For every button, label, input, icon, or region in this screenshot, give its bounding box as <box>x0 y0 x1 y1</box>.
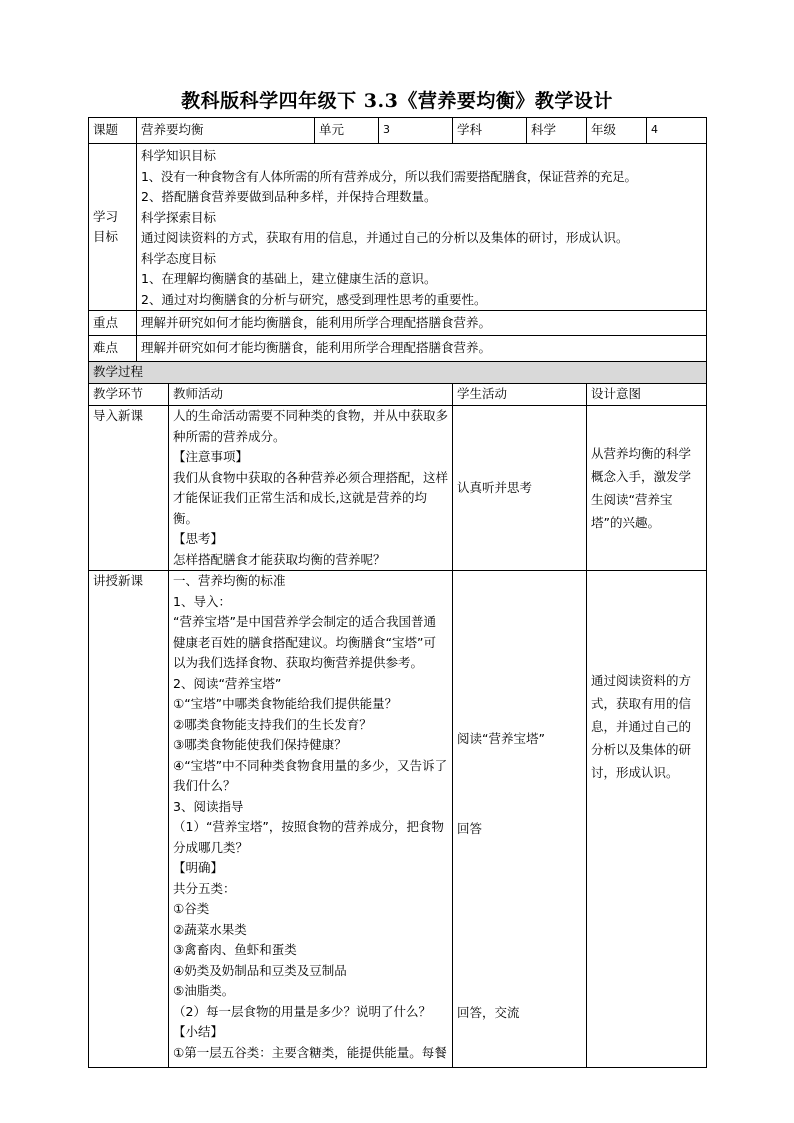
difficulty-row <box>89 336 707 362</box>
lecture-row <box>89 571 707 1068</box>
intro-stage: 导入新课 <box>89 406 169 571</box>
goal-line: 1、在理解均衡膳食的基础上，建立健康生活的意识。 <box>141 271 437 286</box>
intro-teacher: 人的生命活动需要不同种类的食物，并从中获取多种所需的营养成分。 【注意事项】 我们从食物中获取的各种营养必须合理搭配，这样才能保证我们正常生活和成长,这就是营养的均衡。 【思考】 怎样搭配膳食才能获取均衡的营养呢？ <box>169 406 453 571</box>
goal-line: 科学态度目标 <box>141 250 217 266</box>
lesson-plan-table <box>88 117 707 1068</box>
student-activity-read: 阅读“营养宝塔” <box>457 731 545 746</box>
grade-value: 4 <box>647 118 707 144</box>
goal-line: 通过阅读资料的方式，获取有用的信息，并通过自己的分析以及集体的研讨，形成认识。 <box>141 230 629 245</box>
goal-line: 2、搭配膳食营养要做到品种多样，并保持合理数量。 <box>141 189 437 204</box>
goal-line: 1、没有一种食物含有人体所需的所有营养成分，所以我们需要搭配膳食，保证营养的充足。 <box>141 168 637 184</box>
lecture-teacher: 一、营养均衡的标准 1、导入： “营养宝塔”是中国营养学会制定的适合我国普通健康老百姓的膳食搭配建议。均衡膳食“宝塔”可以为我们选择食物、获取均衡营养提供参考。 2、阅读“营养宝塔” ①“宝塔”中哪类食物能给我们提供能量？ ②哪类食物能支持我们的生长发育？ ③哪类食物能使我们保持健康？ ④“宝塔”中不同种类食物食用量的多少，又告诉了我们什么？ 3、阅读指导 （1）“营养宝塔”，按照食物的营养成分，把食物分成哪几类？ 【明确】 共分五类： ①谷类 ②蔬菜水果类 ③禽畜肉、鱼虾和蛋类 ④奶类及奶制品和豆类及豆制品 ⑤油脂类。 （2）每一层食物的用量是多少？说明了什么？ 【小结】 ①第一层五谷类：主要含糖类，能提供能量。每餐 <box>169 571 453 1068</box>
col-teacher: 教师活动 <box>169 384 453 406</box>
grade-key: 年级 <box>587 118 647 144</box>
unit-value: 3 <box>379 118 453 144</box>
col-intent: 设计意图 <box>587 384 707 406</box>
intro-student: 认真听并思考 <box>453 406 587 571</box>
intro-intent: 从营养均衡的科学概念入手，激发学生阅读“营养宝塔”的兴趣。 <box>587 406 707 571</box>
key-point-row <box>89 311 707 336</box>
subject-value: 科学 <box>527 118 587 144</box>
process-label: 教学过程 <box>89 362 707 384</box>
lecture-stage: 讲授新课 <box>89 571 169 1068</box>
goal-line: 2、通过对均衡膳食的分析与研究，感受到理性思考的重要性。 <box>141 291 487 307</box>
difficulty-label: 难点 <box>89 336 137 362</box>
column-header-row <box>89 384 707 406</box>
topic-key: 课题 <box>89 118 137 144</box>
header-row <box>89 118 707 144</box>
key-point-text: 理解并研究如何才能均衡膳食，能利用所学合理配搭膳食营养。 <box>137 311 707 336</box>
goal-line: 科学知识目标 <box>141 148 217 163</box>
student-activity-answer: 回答 <box>457 821 483 836</box>
student-activity-discuss: 回答，交流 <box>457 1005 520 1020</box>
lecture-student <box>453 571 587 1068</box>
goals-content <box>137 144 707 311</box>
key-point-label: 重点 <box>89 311 137 336</box>
goals-label: 学习 目标 <box>89 144 137 311</box>
goal-line: 科学探索目标 <box>141 209 217 225</box>
difficulty-text: 理解并研究如何才能均衡膳食，能利用所学合理配搭膳食营养。 <box>137 336 707 362</box>
topic-value: 营养要均衡 <box>137 118 315 144</box>
col-student: 学生活动 <box>453 384 587 406</box>
goals-row <box>89 144 707 311</box>
lecture-intent: 通过阅读资料的方式，获取有用的信息，并通过自己的分析以及集体的研讨，形成认识。 <box>587 571 707 1068</box>
col-stage: 教学环节 <box>89 384 169 406</box>
unit-key: 单元 <box>315 118 379 144</box>
intro-row <box>89 406 707 571</box>
page-title: 教科版科学四年级下 3.3《营养要均衡》教学设计 <box>181 90 613 112</box>
subject-key: 学科 <box>453 118 527 144</box>
process-row <box>89 362 707 384</box>
